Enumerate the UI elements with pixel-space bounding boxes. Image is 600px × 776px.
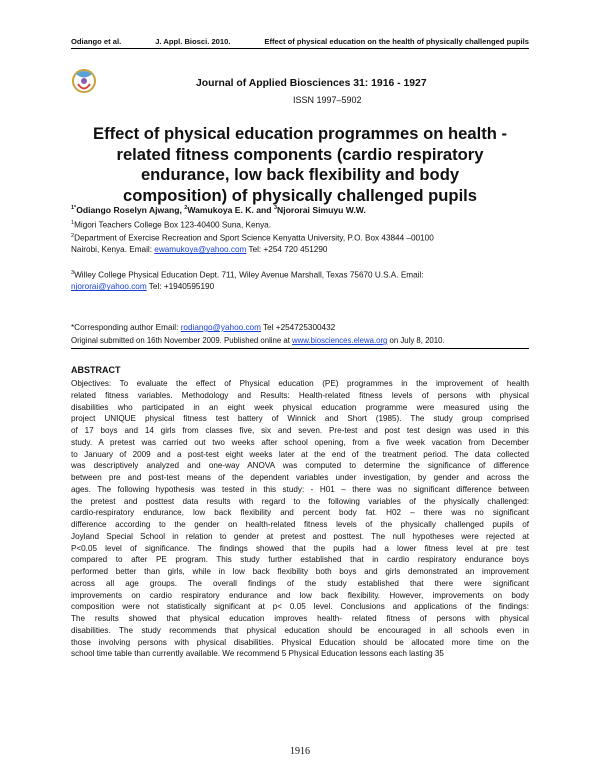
affiliation-2-email-link[interactable]: ewamukoya@yahoo.com: [154, 245, 247, 255]
corresponding-email-link[interactable]: rodiango@yahoo.com: [180, 323, 261, 332]
running-header-title: Effect of physical education on the health of physically challenged pupils: [264, 37, 529, 46]
abstract-line: compared to after PE program. This study further established that in cardio respiratory endurance boys: [71, 555, 529, 565]
abstract-line: P<0.05 level of significance. The findings showed that the pupils had a lower fitness level at pre test: [71, 543, 529, 553]
abstract-line: composition were not statistically significant at p< 0.05 level. Conclusions and applications of the findings:: [71, 602, 529, 612]
abstract-heading: ABSTRACT: [71, 365, 121, 375]
affiliation-1-marker: 1: [71, 220, 75, 226]
abstract-line: of 17 boys and 14 girls from classes five, six and seven. Pre-test and post test design was used in this: [71, 426, 529, 435]
author-1-marker: 1*: [71, 205, 77, 212]
abstract-body: [71, 378, 529, 660]
affiliation-2-marker: 2: [71, 233, 75, 239]
abstract-line: performed better than girls, while in low back flexibility both boys and girls demonstrated an improvement: [71, 567, 529, 576]
journal-issn: ISSN 1997–5902: [293, 95, 362, 105]
affiliation-2-text: Department of Exercise Recreation and Sport Science Kenyatta University, P.O. Box 43844 –00100: [74, 233, 434, 243]
submission-date: Original submitted on 16th November 2009. Published online at: [71, 336, 293, 345]
paper-title: Effect of physical education programmes on health -related fitness components (cardio respiratory endurance, low back flexibility and body composition) of physically challenged pupils: [93, 124, 507, 205]
abstract-line: Joyland Special School in relation to gender at pretest and posttest. The null hypotheses were rejected at: [71, 531, 529, 541]
abstract-line: project UNIQUE physical fitness test battery of Winnick and Short (1985). The study group comprised: [71, 414, 529, 424]
journal-title: Journal of Applied Biosciences 31: 1916 - 1927: [196, 78, 427, 89]
affiliation-1: [71, 218, 529, 231]
author-2-marker: 2: [184, 205, 188, 212]
running-header: [71, 37, 529, 49]
author-2: Wamukoya E. K. and: [187, 205, 274, 215]
abstract-line: Objectives: To evaluate the effect of Physical education (PE) programmes in the improvement of health: [71, 379, 529, 388]
abstract-line: study. A pretest was carried out two weeks after school opening, from a five week vacation from December: [71, 437, 529, 447]
abstract-line: was descriptively analyzed and one-way ANOVA was computed to determine the significance of difference: [71, 461, 529, 471]
author-3: Njororai Simuyu W.W.: [277, 205, 366, 215]
abstract-line: improvements on cardio respiratory endurance and low back flexibility. However, improvements on body: [71, 590, 529, 600]
abstract-line: ages. The following hypothesis was tested in this study: - H01 – there was no significant difference between: [71, 484, 529, 494]
abstract-line: school time table than currently available. We recommend 5 Physical Education lessons each lasting 35: [71, 649, 444, 659]
abstract-line: the pretest and posttest data results with regard to the following variables of the physically challenged:: [71, 496, 529, 506]
abstract-line: between pre and post-test means of the dependent variables under investigation, by gender and across the: [71, 473, 529, 482]
affiliation-3-email-link[interactable]: njororai@yahoo.com: [71, 282, 147, 292]
abstract-line: across all age groups. The overall findings of the study established that there were significant: [71, 578, 529, 588]
page-number: 1916: [290, 746, 310, 757]
corresponding-label: *Corresponding author Email:: [71, 323, 181, 332]
corresponding-author: [71, 323, 335, 332]
affiliation-2-city: Nairobi, Kenya. Email:: [71, 245, 155, 255]
publication-date: on July 8, 2010.: [387, 336, 445, 345]
submission-info: [71, 336, 529, 349]
abstract-line: cardio-respiratory endurance, low back flexibility and percent body fat. H02 – there was no significant: [71, 508, 529, 518]
journal-logo: [70, 66, 98, 96]
abstract-line: related fitness variables. Methodology and Results: Health-related fitness levels of persons with physical: [71, 390, 529, 400]
abstract-line: to January of 2009 and a post-test eight weeks later at the end of the treatment period. The data collected: [71, 449, 529, 459]
affiliation-1-text: Migori Teachers College Box 123-40400 Suna, Kenya.: [74, 220, 271, 230]
abstract-line: The results showed that physical education improves health- related fitness of persons with physical: [71, 614, 529, 623]
running-header-authors: Odiango et al.: [71, 37, 122, 46]
affiliation-3: [71, 268, 529, 293]
abstract-line: difference according to the gender on health-related fitness levels of the physically challenged pupils of: [71, 520, 529, 529]
abstract-line: disabilities who participated in an eight week physical education programme were measured using the: [71, 402, 529, 412]
affiliation-2: [71, 231, 529, 256]
affiliation-2-phone: Tel: +254 720 451290: [246, 245, 328, 255]
affiliation-3-marker: 3: [71, 270, 75, 276]
affiliation-3-phone: Tel: +1940595190: [146, 282, 215, 292]
journal-url-link[interactable]: www.biosciences.elewa.org: [292, 336, 388, 345]
running-header-journal: J. Appl. Biosci. 2010.: [155, 37, 231, 46]
abstract-line: disabilities. The study recommends that physical education should be encouraged in all schools even in: [71, 625, 529, 635]
abstract-line: those involving persons with physical disabilities. Physical Education should be allocated more time on the: [71, 637, 529, 647]
affiliation-3-text: Willey College Physical Education Dept. 711, Wiley Avenue Marshall, Texas 75670 U.S.A. Email:: [74, 270, 424, 280]
author-3-marker: 3: [273, 205, 277, 212]
corresponding-phone: Tel +254725300432: [260, 323, 336, 332]
author-list: [71, 205, 366, 215]
author-1: Odiango Roselyn Ajwang,: [76, 205, 185, 215]
